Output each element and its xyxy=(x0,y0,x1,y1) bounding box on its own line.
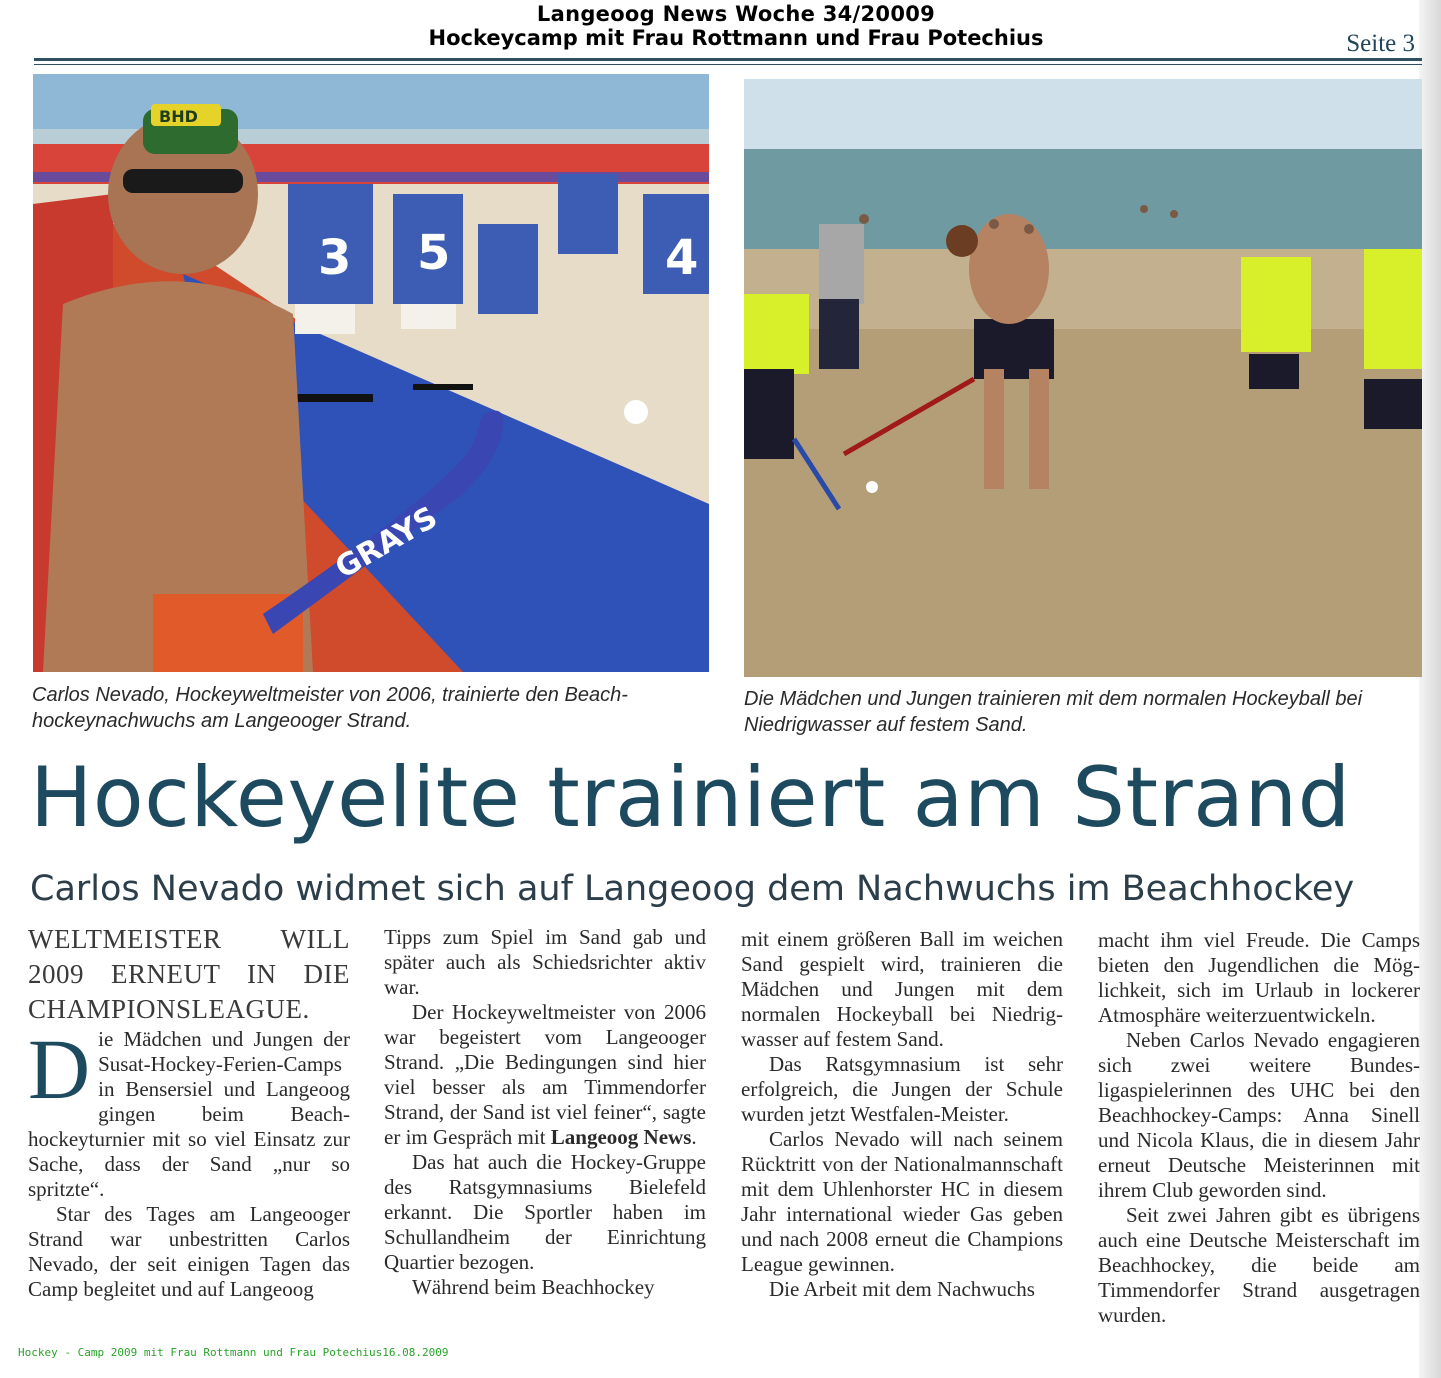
column-2-paragraph-4: Während beim Beachhockey xyxy=(412,1275,655,1299)
column-2-paragraph-2-end: . xyxy=(691,1125,697,1149)
jersey-number-4: 4 xyxy=(665,230,699,286)
column-3-paragraph-4: Die Arbeit mit dem Nachwuchs xyxy=(769,1277,1035,1301)
header-line-1: Langeoog News Woche 34/20009 xyxy=(536,2,936,26)
jersey-number-5: 5 xyxy=(417,225,451,281)
footer-note: Hockey - Camp 2009 mit Frau Rottmann und Frau Potechius16.08.2009 xyxy=(18,1346,449,1359)
article-kicker: WELTMEISTER WILL 2009 ERNEUT IN DIE CHAMPIONSLEAGUE. xyxy=(28,924,350,1024)
column-3-paragraph-1: mit einem größeren Ball im weichen Sand gespielt wird, trainieren die Mädchen und Jungen mit dem normalen Hockeyball bei Niedrigwasser auf festem Sand. xyxy=(741,927,1063,1051)
column-2-paragraph-2-text: Der Hockeyweltmeister von 2006 war begeistert vom Langeooger Strand. „Die Bedingungen sind hier viel besser als am Timmendorfer Strand, der Sand ist viel feiner“, sagte er im Gespräch mit xyxy=(384,1000,706,1149)
article-headline: Hockeyelite trainiert am Strand xyxy=(30,749,1351,846)
column-2-paragraph-3: Das hat auch die Hockey-Gruppe des Ratsgymnasiums Bielefeld erkannt. Die Sportler haben im Schullandheim der Einrichtung Quartier bezogen. xyxy=(384,1150,706,1274)
header-rule-thin xyxy=(34,64,1422,65)
column-1-paragraph-1 xyxy=(28,1021,350,1202)
drop-cap: D xyxy=(28,1021,91,1117)
newspaper-name-bold: Langeoog News xyxy=(550,1125,692,1149)
caption-right-photo: Die Mädchen und Jungen trainieren mit dem normalen Hockeyball bei Niedrigwasser auf festem Sand. xyxy=(744,688,1363,736)
article-column-2 xyxy=(384,925,706,1300)
column-1-paragraph-1-text: ie Mädchen und Jungen der Susat-Hockey-Ferien-Camps in Bensersiel und Langeoog gingen beim Beachhockeyturnier mit so viel Einsatz zur Sache, dass der Sand „nur so spritzte“. xyxy=(28,1027,350,1201)
photo-beach-training xyxy=(744,79,1422,677)
header-rule-thick xyxy=(34,58,1422,61)
photo-coach-with-kids xyxy=(33,74,709,672)
caption-left-photo: Carlos Nevado, Hockeyweltmeister von 2006, trainierte den Beachhockeynachwuchs am Langeooger Strand. xyxy=(32,684,628,732)
document-header xyxy=(0,2,1441,50)
article-column-1 xyxy=(28,922,350,1302)
stick-brand-text: GRAYS xyxy=(329,499,444,586)
column-4-paragraph-2: Neben Carlos Nevado engagieren sich zwei weitere Bundesligaspielerinnen des UHC bei den Beachhockey-Camps: Anna Sinell und Nicola Klaus, die in diesem Jahr erneut Deutsche Meisterinnen mit ihrem Club geworden sind. xyxy=(1098,1028,1420,1202)
jersey-number-3: 3 xyxy=(318,230,352,286)
column-3-paragraph-2: Das Ratsgymnasium ist sehr erfolgreich, die Jungen der Schule wurden jetzt Westfalen-Meister. xyxy=(741,1052,1063,1126)
article-column-4 xyxy=(1098,928,1420,1328)
column-2-paragraph-2 xyxy=(384,1000,706,1150)
column-4-paragraph-1: macht ihm viel Freude. Die Camps bieten den Jugendlichen die Möglichkeit, sich im Urlaub in lockerer Atmosphäre weiterzuentwickeln. xyxy=(1098,928,1420,1027)
header-line-2: Hockeycamp mit Frau Rottmann und Frau Potechius xyxy=(428,26,1044,50)
article-subheadline: Carlos Nevado widmet sich auf Langeoog dem Nachwuchs im Beachhockey xyxy=(30,869,1355,909)
column-4-paragraph-3: Seit zwei Jahren gibt es übrigens auch eine Deutsche Meisterschaft im Beachhockey, die beide am Timmendorfer Strand ausgetragen wurden. xyxy=(1098,1203,1420,1327)
column-3-paragraph-3: Carlos Nevado will nach seinem Rücktritt von der Nationalmannschaft mit dem Uhlenhorster HC in diesem Jahr international wieder Gas geben und nach 2008 erneut die Champions League gewinnen. xyxy=(741,1127,1063,1276)
cap-text: BHD xyxy=(159,107,198,126)
column-1-paragraph-2: Star des Tages am Langeooger Strand war unbestritten Carlos Nevado, der seit einigen Tagen das Camp begleitet und auf Langeoog xyxy=(28,1202,350,1301)
column-2-paragraph-1: Tipps zum Spiel im Sand gab und später auch als Schiedsrichter aktiv war. xyxy=(384,925,706,999)
page-number: Seite 3 xyxy=(1346,30,1415,57)
article-column-3 xyxy=(741,927,1063,1302)
